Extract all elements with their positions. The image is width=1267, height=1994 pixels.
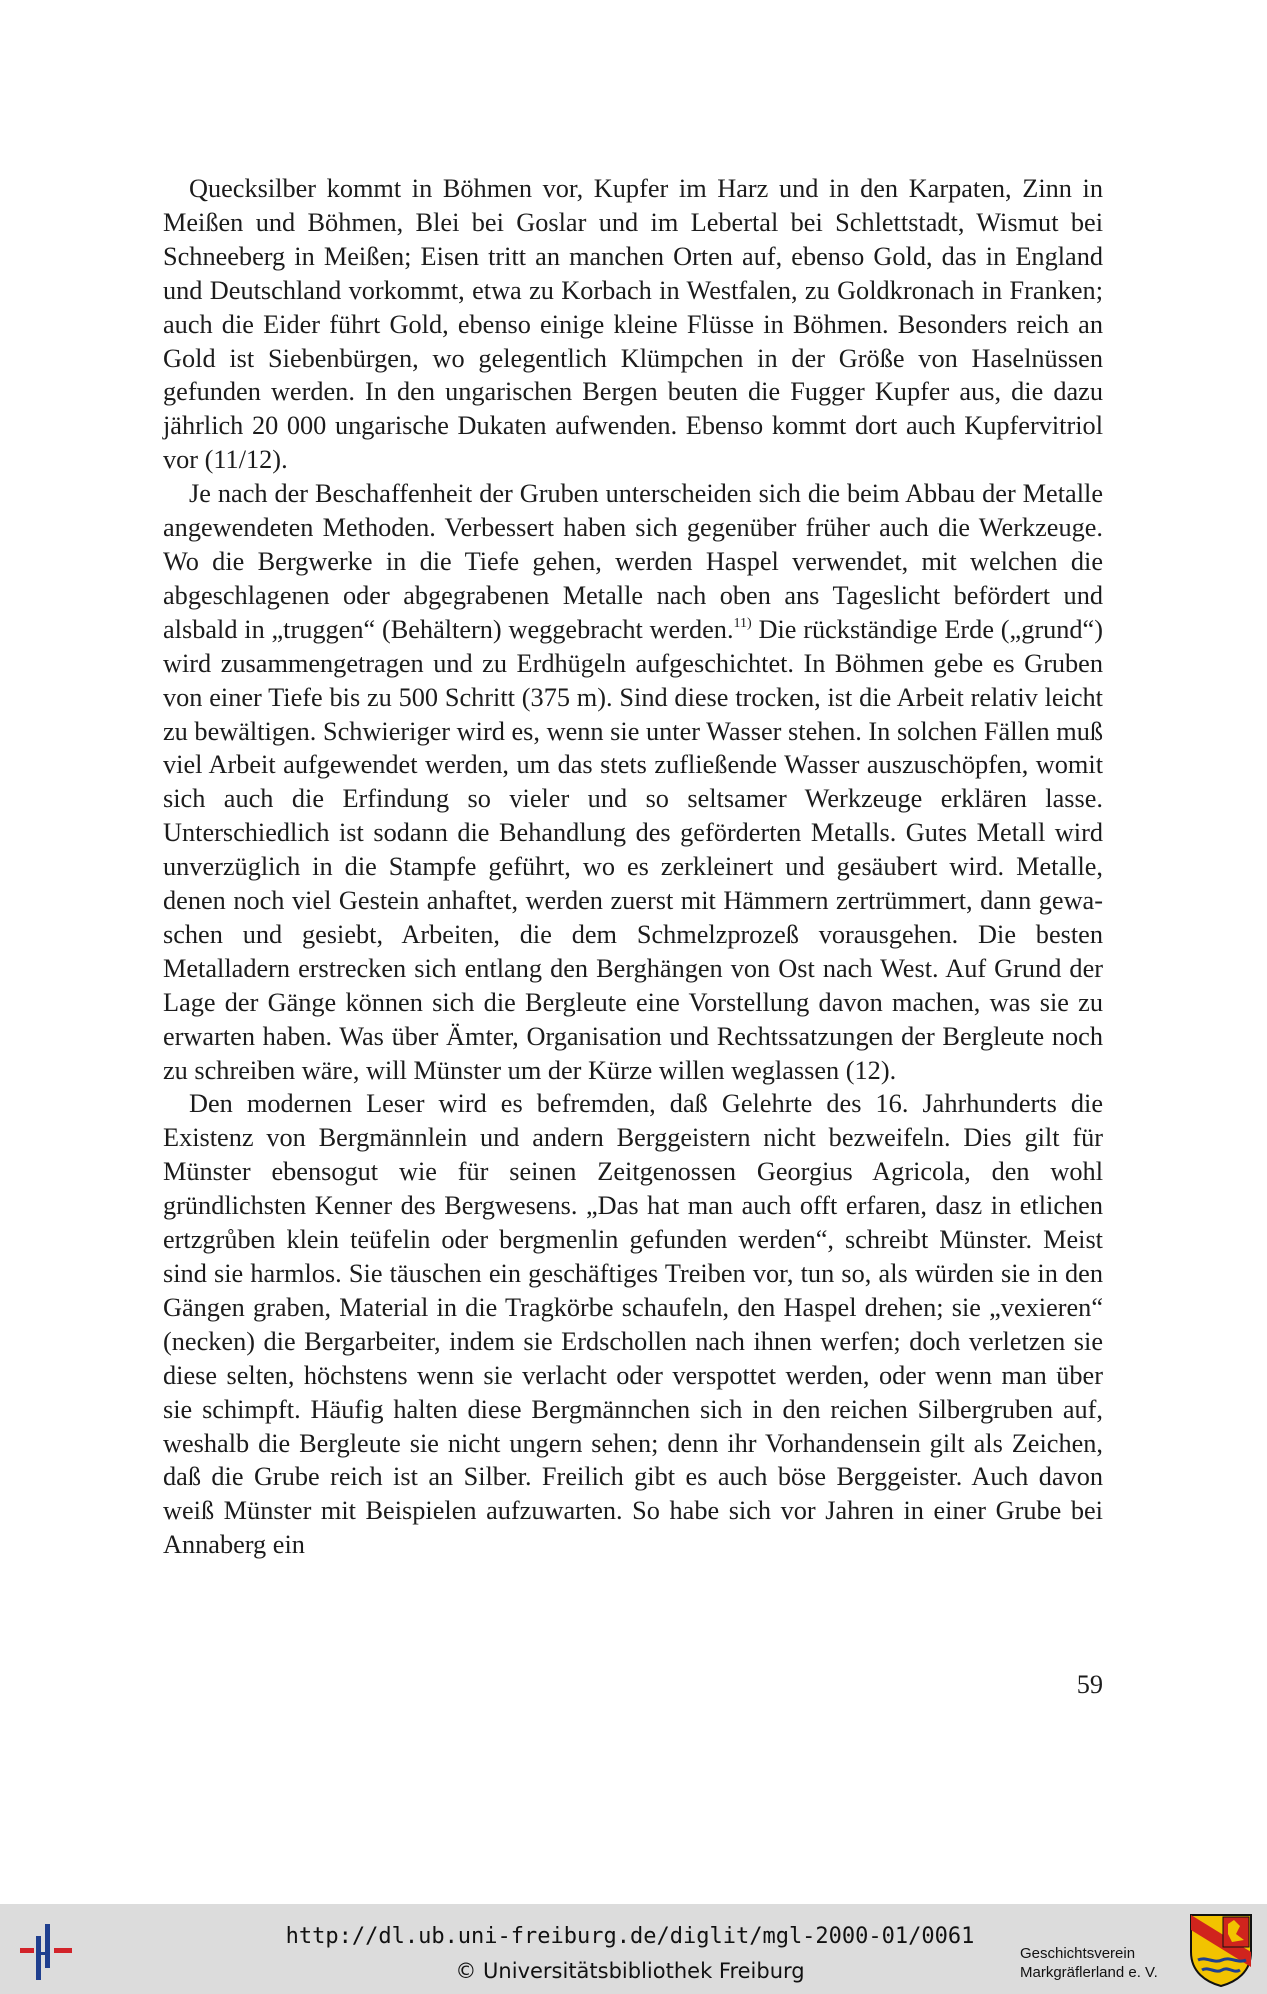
society-name bbox=[1020, 1944, 1180, 1982]
footnote-ref-11[interactable]: 11) bbox=[733, 615, 752, 631]
footer-bar bbox=[0, 1904, 1267, 1994]
paragraph-1: Quecksilber kommt in Böhmen vor, Kupfer im Harz und in den Karpaten, Zinn in Meißen und Böhmen, Blei bei Goslar und im Lebertal bei Schlettstadt, Wismut bei Schneeberg in Meißen; Eisen tritt an manchen Orten auf, ebenso Gold, das in England und Deutschland vorkommt, etwa zu Korbach in Westfalen, zu Goldkronach in Franken; auch die Eider führt Gold, ebenso einige kleine Flüsse in Böhmen. Besonders reich an Gold ist Siebenbürgen, wo gelegentlich Klümpchen in der Größe von Haselnüssen gefunden werden. In den ungarischen Bergen beuten die Fugger Kupfer aus, die dazu jährlich 20 000 ungarische Dukaten aufwenden. Ebenso kommt dort auch Kupfervitriol vor (11/12). bbox=[163, 174, 1103, 475]
ub-freiburg-logo-icon bbox=[14, 1918, 80, 1984]
paragraph-2-text: Je nach der Beschaffenheit der Gruben unterscheiden sich die beim Abbau der Metalle angewendeten Methoden. Verbessert haben sich gegenüber früher auch die Werkzeuge. Wo die Bergwerke in die Tiefe gehen, werden Haspel verwendet, mit welchen die abgeschlagenen oder abgegrabenen Metalle nach oben ans Tageslicht befördert und alsbald in „truggen“ (Behältern) weggebracht werden. bbox=[163, 479, 1103, 644]
paragraph-3: Den modernen Leser wird es befremden, daß Gelehrte des 16. Jahrhunderts die Existenz von Bergmännlein und andern Berggeistern nicht bezweifeln. Dies gilt für Münster ebensogut wie für seinen Zeitgenossen Georgius Agricola, den wohl gründlichsten Kenner des Bergwesens. „Das hat man auch offt erfaren, dasz in etlichen ertzgrůben klein teüfelin oder bergmenlin gefunden werden“, schreibt Münster. Meist sind sie harmlos. Sie täuschen ein geschäftiges Treiben vor, tun so, als würden sie in den Gängen graben, Material in die Tragkörbe schaufeln, den Haspel drehen; sie „vexieren“ (necken) die Bergarbeiter, indem sie Erdschollen nach ihnen werfen; doch verletzen sie diese selten, höchstens wenn sie verlacht oder verspottet werden, oder wenn man über sie schimpft. Häufig halten diese Bergmännchen sich in den reichen Silbergruben auf, weshalb die Bergleute sie nicht ungern sehen; denn ihr Vorhandensein gilt als Zeichen, daß die Grube reich ist an Silber. Freilich gibt es auch böse Berggeister. Auch davon weiß Münster mit Beispielen aufzuwarten. So habe sich vor Jahren in einer Grube bei Annaberg ein bbox=[163, 1089, 1103, 1560]
footer-url-link[interactable]: http://dl.ub.uni-freiburg.de/diglit/mgl-2000-01/0061 bbox=[285, 1924, 975, 1949]
page-number: 59 bbox=[1076, 1670, 1103, 1699]
markgraeflerland-crest-icon bbox=[1188, 1912, 1254, 1988]
society-name-line2: Markgräflerland e. V. bbox=[1020, 1964, 1158, 1981]
footer-copyright: © Universitätsbibliothek Freiburg bbox=[455, 1959, 805, 1983]
page-content bbox=[163, 172, 1103, 1562]
paragraph-2-continued: Die rückständige Erde („grund“) wird zusammengetragen und zu Erdhügeln aufgeschichtet. In Böhmen gebe es Gruben von einer Tiefe bis zu 500 Schritt (375 m). Sind diese trocken, ist die Arbeit relativ leicht zu bewältigen. Schwieriger wird es, wenn sie unter Wasser stehen. In solchen Fällen muß viel Arbeit aufgewendet werden, um das stets zufließende Wasser auszuschöpfen, womit sich auch die Erfindung so vieler und so seltsamer Werkzeuge erklären lasse. Unterschiedlich ist sodann die Behandlung des geförderten Metalls. Gutes Metall wird unverzüglich in die Stampfe geführt, wo es zerkleinert und gesäubert wird. Metalle, denen noch viel Gestein anhaftet, werden zuerst mit Hämmern zertrümmert, dann gewaschen und gesiebt, Arbeiten, die dem Schmelzprozeß vorausgehen. Die besten Metalladern erstrecken sich entlang den Berghängen von Ost nach West. Auf Grund der Lage der Gänge können sich die Bergleute eine Vorstellung davon machen, was sie zu erwarten haben. Was über Ämter, Organisation und Rechtssatzungen der Bergleute noch zu schreiben wäre, will Münster um der Kürze willen weglassen (12). bbox=[163, 614, 1103, 1085]
society-name-line1: Geschichtsverein bbox=[1020, 1945, 1136, 1962]
paragraph-2 bbox=[163, 477, 1103, 1087]
